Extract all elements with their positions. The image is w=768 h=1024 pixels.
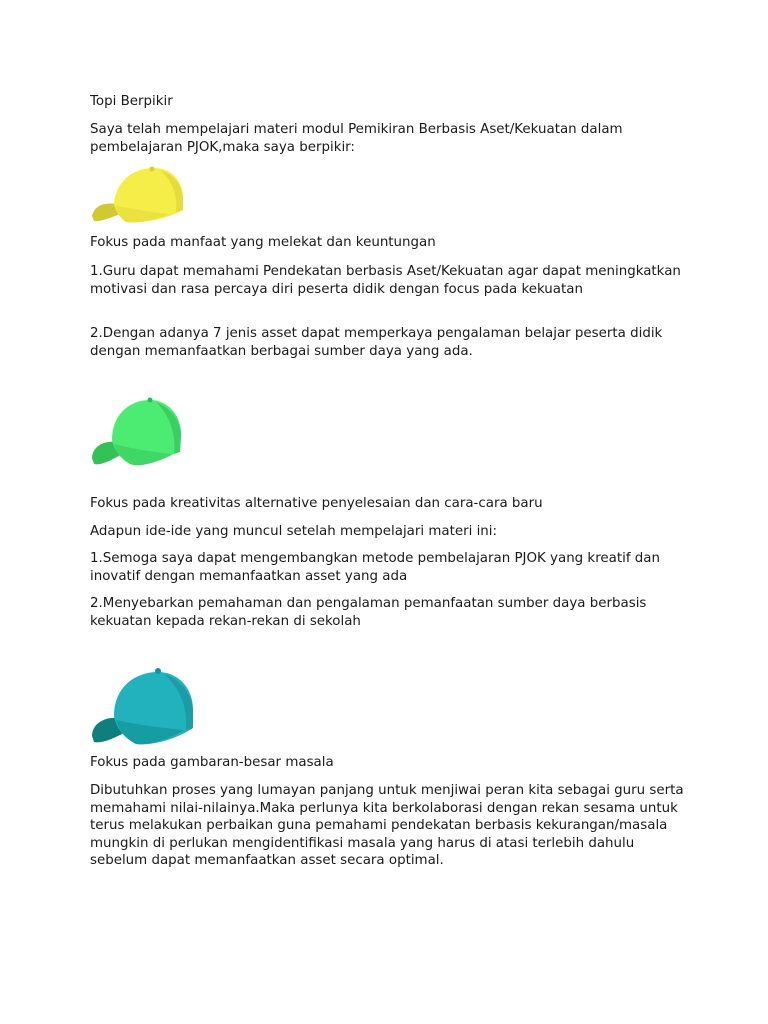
section-3-heading: Fokus pada gambaran-besar masala	[90, 755, 334, 770]
intro-paragraph: Saya telah mempelajari materi modul Pemikiran Berbasis Aset/Kekuatan dalam pembelajaran PJOK,maka saya berpikir:	[90, 122, 623, 155]
section-2-paragraph-3: 2.Menyebarkan pemahaman dan pengalaman pemanfaatan sumber daya berbasis kekuatan kepada rekan-rekan di sekolah	[90, 596, 647, 629]
yellow-cap-icon	[90, 166, 186, 226]
document-title: Topi Berpikir	[90, 94, 173, 109]
section-1-paragraph-2: 2.Dengan adanya 7 jenis asset dapat memperkaya pengalaman belajar peserta didik dengan memanfaatkan berbagai sumber daya yang ada.	[90, 326, 663, 359]
green-cap-icon	[90, 396, 186, 468]
section-1-heading: Fokus pada manfaat yang melekat dan keuntungan	[90, 235, 436, 250]
section-2-paragraph-1: Adapun ide-ide yang muncul setelah mempelajari materi ini:	[90, 524, 498, 539]
section-1-paragraph-1: 1.Guru dapat memahami Pendekatan berbasis Aset/Kekuatan agar dapat meningkatkan motivasi dan rasa percaya diri peserta didik dengan focus pada kekuatan	[90, 264, 681, 297]
section-2-heading: Fokus pada kreativitas alternative penyelesaian dan cara-cara baru	[90, 496, 543, 511]
section-3-paragraph-1: Dibutuhkan proses yang lumayan panjang untuk menjiwai peran kita sebagai guru serta memahami nilai-nilainya.Maka perlunya kita berkolaborasi dengan rekan sesama untuk terus melakukan perbaikan guna pemahami pendekatan berbasis kekurangan/masala mungkin di perlukan mengidentifikasi masala yang harus di atasi terlebih dahulu sebelum dapat memanfaatkan asset secara optimal.	[90, 783, 684, 868]
teal-cap-icon	[90, 666, 196, 746]
section-2-paragraph-2: 1.Semoga saya dapat mengembangkan metode pembelajaran PJOK yang kreatif dan inovatif dengan memanfaatkan asset yang ada	[90, 551, 660, 584]
